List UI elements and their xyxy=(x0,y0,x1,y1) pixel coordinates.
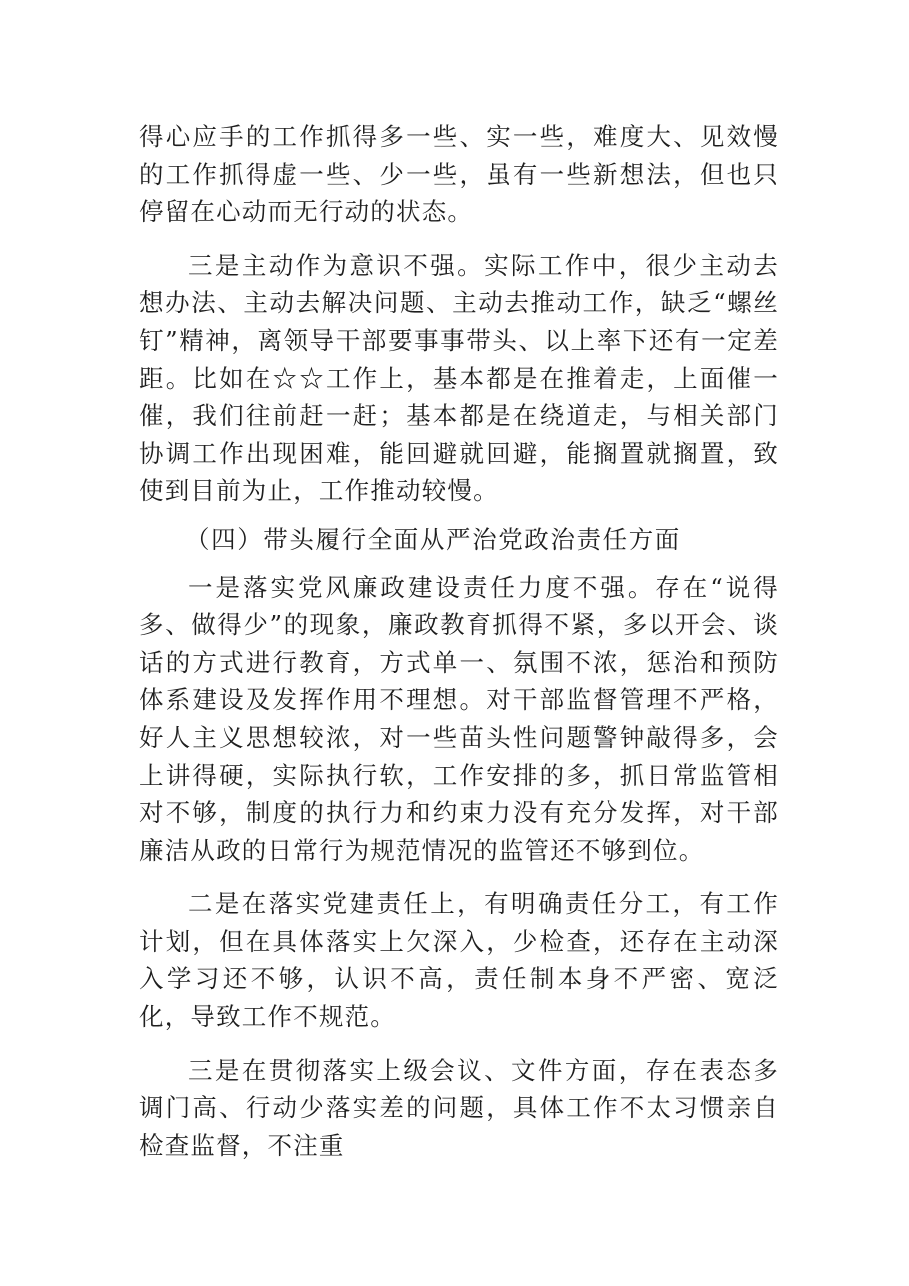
paragraph-implementation: 三是在贯彻落实上级会议、文件方面，存在表态多调门高、行动少落实差的问题，具体工作不太习惯亲自检查监督，不注重 xyxy=(139,1055,779,1160)
paragraph-party-building-responsibility: 二是在落实党建责任上，有明确责任分工，有工作计划，但在具体落实上欠深入，少检查，还存在主动深入学习还不够，认识不高，责任制本身不严密、宽泛化，导致工作不规范。 xyxy=(139,889,779,1032)
paragraph-continuation: 得心应手的工作抓得多一些、实一些，难度大、见效慢的工作抓得虚一些、少一些，虽有一些新想法，但也只停留在心动而无行动的状态。 xyxy=(139,122,779,227)
paragraph-integrity-responsibility: 一是落实党风廉政建设责任力度不强。存在“说得多、做得少”的现象，廉政教育抓得不紧，多以开会、谈话的方式进行教育，方式单一、氛围不浓，惩治和预防体系建设及发挥作用不理想。对干部监督管理不严格，好人主义思想较浓，对一些苗头性问题警钟敲得多，会上讲得硬，实际执行软，工作安排的多，抓日常监管相对不够，制度的执行力和约束力没有充分发挥，对干部廉洁从政的日常行为规范情况的监管还不够到位。 xyxy=(139,572,779,865)
paragraph-proactive-awareness: 三是主动作为意识不强。实际工作中，很少主动去想办法、主动去解决问题、主动去推动工作，缺乏“螺丝钉”精神，离领导干部要事事带头、以上率下还有一定差距。比如在☆☆工作上，基本都是在推着走，上面催一催，我们往前赶一赶；基本都是在绕道走，与相关部门协调工作出现困难，能回避就回避，能搁置就搁置，致使到目前为止，工作推动较慢。 xyxy=(139,250,779,506)
section-heading: （四）带头履行全面从严治党政治责任方面 xyxy=(185,524,681,554)
document-body xyxy=(139,118,779,1164)
